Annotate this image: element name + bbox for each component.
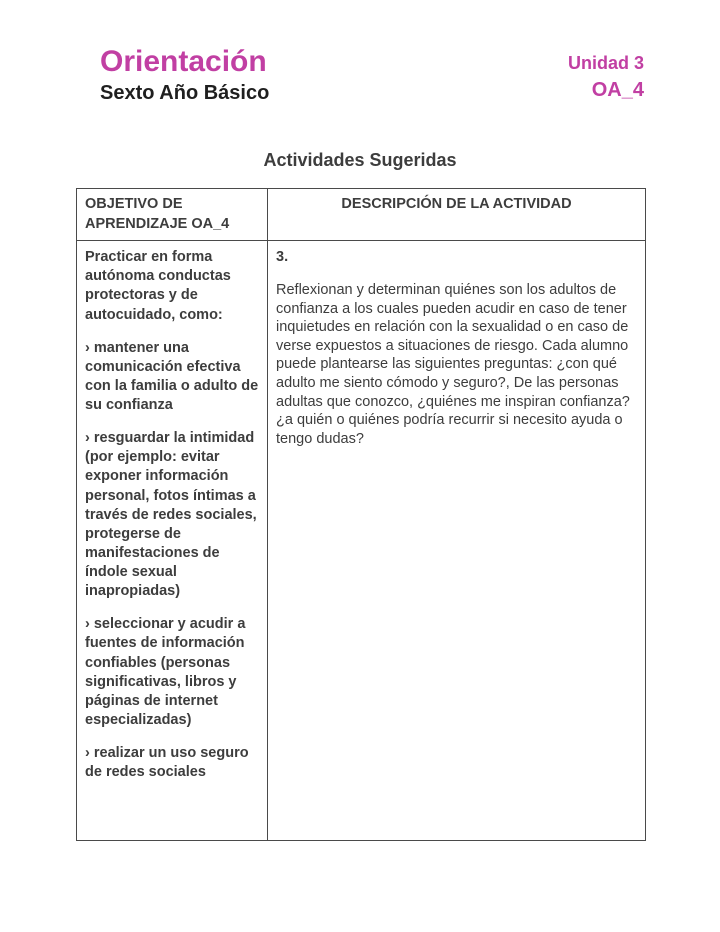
- unit-label: Unidad 3: [567, 53, 644, 73]
- grade-subtitle: Sexto Año Básico: [100, 82, 270, 104]
- table-body-row: [77, 241, 646, 841]
- table-header-description: DESCRIPCIÓN DE LA ACTIVIDAD: [268, 189, 646, 241]
- objective-bullet: › seleccionar y acudir a fuentes de información confiables (personas significativas, libros y páginas de internet especializadas): [85, 616, 246, 728]
- table-header-row: [77, 189, 646, 241]
- header-right: [568, 44, 644, 103]
- section-title: Actividades Sugeridas: [263, 150, 457, 170]
- objective-bullet: › resguardar la intimidad (por ejemplo: evitar exponer información personal, fotos íntimas a través de redes sociales, protegerse de manifestaciones de índole sexual inapropiadas): [85, 430, 257, 600]
- objective-intro: Practicar en forma autónoma conductas protectoras y de autocuidado, como:: [85, 249, 231, 323]
- document-header: [0, 0, 720, 106]
- oa-code-label: OA_4: [591, 79, 644, 102]
- objective-cell: [77, 241, 268, 841]
- header-left: [100, 44, 269, 106]
- activity-description: Reflexionan y determinan quiénes son los adultos de confianza a los cuales pueden acudir en caso de tener inquietudes en relación con la sexualidad o en caso de verse expuestos a situaciones de riesgo. Cada alumno puede plantearse las siguientes preguntas: ¿con qué adulto me siento cómodo y seguro?, De las personas adultas que conozco, ¿quiénes me inspiran confianza? ¿a quién o quiénes podría recurrir si necesito ayuda o tengo dudas?: [276, 282, 630, 447]
- objective-bullet: › mantener una comunicación efectiva con la familia o adulto de su confianza: [85, 339, 259, 413]
- subject-title: Orientación: [100, 45, 267, 78]
- objective-bullet: › realizar un uso seguro de redes sociales: [85, 745, 249, 781]
- activity-number: 3.: [276, 249, 289, 266]
- activity-cell: [268, 241, 646, 841]
- table-header-objective: OBJETIVO DE APRENDIZAJE OA_4: [77, 189, 268, 241]
- activities-table: [76, 188, 646, 841]
